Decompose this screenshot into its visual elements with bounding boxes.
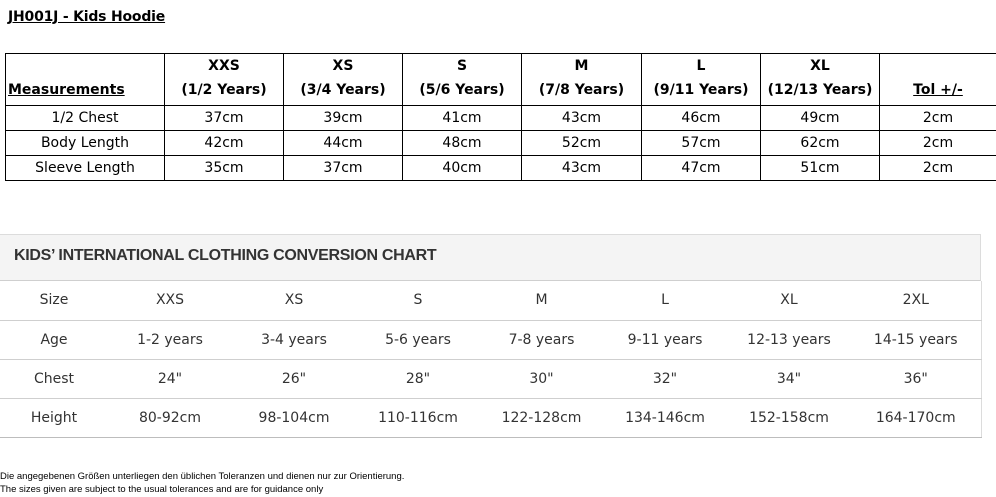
row-label: Size xyxy=(0,281,108,320)
size-age: (5/6 Years) xyxy=(419,82,505,98)
table-cell: 3-4 years xyxy=(232,320,356,359)
row-label: Body Length xyxy=(6,131,165,156)
tolerance-cell: 2cm xyxy=(880,156,996,181)
table-row xyxy=(6,106,996,131)
size-age: (12/13 Years) xyxy=(767,82,873,98)
size-age: (9/11 Years) xyxy=(653,82,749,98)
table-cell: 51cm xyxy=(761,156,880,181)
size-code: XXS xyxy=(208,58,240,74)
size-header-xxs xyxy=(165,54,284,106)
table-row xyxy=(0,398,981,437)
table-cell: XS xyxy=(232,281,356,320)
table-cell: 43cm xyxy=(522,156,642,181)
size-age: (3/4 Years) xyxy=(300,82,386,98)
table-cell: 37cm xyxy=(165,106,284,131)
table-cell: 41cm xyxy=(403,106,522,131)
table-cell: 37cm xyxy=(284,156,403,181)
table-cell: XL xyxy=(727,281,851,320)
table-row xyxy=(0,281,981,320)
tolerance-header: Tol +/- xyxy=(880,54,996,106)
row-label: Chest xyxy=(0,359,108,398)
table-cell: 44cm xyxy=(284,131,403,156)
table-cell: 40cm xyxy=(403,156,522,181)
table-cell: 9-11 years xyxy=(603,320,727,359)
size-code: L xyxy=(696,58,706,74)
table-cell: 134-146cm xyxy=(603,398,727,437)
table-cell: 32" xyxy=(603,359,727,398)
measurements-label: Measurements xyxy=(6,54,165,106)
table-cell: 12-13 years xyxy=(727,320,851,359)
table-cell: 49cm xyxy=(761,106,880,131)
table-cell: 52cm xyxy=(522,131,642,156)
table-cell: 152-158cm xyxy=(727,398,851,437)
tolerance-cell: 2cm xyxy=(880,131,996,156)
table-cell: 164-170cm xyxy=(851,398,981,437)
conversion-chart-title: KIDS’ INTERNATIONAL CLOTHING CONVERSION CHART xyxy=(14,247,437,264)
table-cell: 2XL xyxy=(851,281,981,320)
size-code: S xyxy=(456,58,468,74)
table-cell: 39cm xyxy=(284,106,403,131)
table-cell: S xyxy=(356,281,480,320)
row-label: 1/2 Chest xyxy=(6,106,165,131)
measurements-table xyxy=(5,53,996,181)
table-cell: 28" xyxy=(356,359,480,398)
table-cell: 98-104cm xyxy=(232,398,356,437)
conversion-chart-header xyxy=(0,234,981,281)
size-code: M xyxy=(574,58,589,74)
table-cell: 36" xyxy=(851,359,981,398)
table-cell: 5-6 years xyxy=(356,320,480,359)
table-row xyxy=(0,359,981,398)
table-cell: 35cm xyxy=(165,156,284,181)
size-age: (1/2 Years) xyxy=(181,82,267,98)
row-label: Height xyxy=(0,398,108,437)
size-code: XS xyxy=(332,58,354,74)
page-title: JH001J - Kids Hoodie xyxy=(8,9,166,25)
table-cell: 14-15 years xyxy=(851,320,981,359)
row-label: Age xyxy=(0,320,108,359)
table-cell: 34" xyxy=(727,359,851,398)
table-cell: 110-116cm xyxy=(356,398,480,437)
conversion-chart xyxy=(0,234,981,438)
table-cell: 1-2 years xyxy=(108,320,232,359)
table-cell: 48cm xyxy=(403,131,522,156)
size-header-s xyxy=(403,54,522,106)
table-cell: XXS xyxy=(108,281,232,320)
size-age: (7/8 Years) xyxy=(538,82,625,98)
table-cell: 46cm xyxy=(642,106,761,131)
tolerance-cell: 2cm xyxy=(880,106,996,131)
table-cell: 43cm xyxy=(522,106,642,131)
table-cell: 24" xyxy=(108,359,232,398)
table-row xyxy=(6,131,996,156)
size-header-xl xyxy=(761,54,880,106)
row-label: Sleeve Length xyxy=(6,156,165,181)
size-header-m xyxy=(522,54,642,106)
size-code: XL xyxy=(810,58,830,74)
table-cell: 7-8 years xyxy=(480,320,603,359)
measurements-header-row xyxy=(6,54,996,106)
table-cell: 26" xyxy=(232,359,356,398)
table-cell: 62cm xyxy=(761,131,880,156)
conversion-table xyxy=(0,281,982,438)
table-cell: M xyxy=(480,281,603,320)
table-row xyxy=(6,156,996,181)
table-row xyxy=(0,320,981,359)
table-cell: 80-92cm xyxy=(108,398,232,437)
size-header-xs xyxy=(284,54,403,106)
size-header-l xyxy=(642,54,761,106)
table-cell: 122-128cm xyxy=(480,398,603,437)
table-cell: L xyxy=(603,281,727,320)
table-cell: 57cm xyxy=(642,131,761,156)
table-cell: 42cm xyxy=(165,131,284,156)
note-german: Die angegebenen Größen unterliegen den üblichen Toleranzen und dienen nur zur Orientierung. xyxy=(0,471,405,482)
note-english: The sizes given are subject to the usual tolerances and are for guidance only xyxy=(0,484,324,495)
table-cell: 30" xyxy=(480,359,603,398)
table-cell: 47cm xyxy=(642,156,761,181)
